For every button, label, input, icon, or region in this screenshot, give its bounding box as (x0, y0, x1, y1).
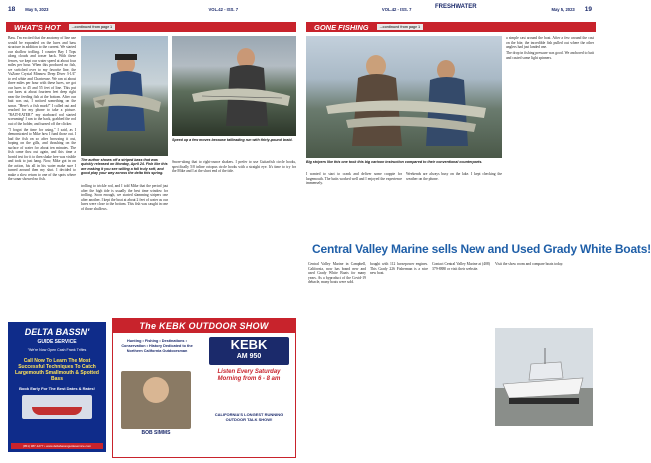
station-logo (209, 337, 289, 365)
article-text-2: The drop in fishing pressure was good. We anchored to bait and casted some light spinners. (506, 51, 594, 60)
ad-subtitle: "We're Now Open Cash Frank Trifles (27, 348, 87, 352)
article-text-4: Snore-along that to right-ounce shakers. I prefer to use Guitarfish circle hooks, specifically 5/0 inline octopus circle hooks with a straight eye. It's time to try for the Mike and I at the short end of the tide. (172, 160, 296, 173)
ad-offer: Call Now To Learn The Most Successful Techniques To Catch Largemouth Smallmouth & Spotted Bass (15, 358, 99, 382)
cvm-text-4: Visit the show room and compare boats today. (495, 262, 564, 266)
left-folio (8, 4, 238, 14)
cvm-column-4 (495, 262, 593, 322)
angler-photo (81, 36, 168, 156)
ad-tagline: GUIDE SERVICE (37, 339, 77, 345)
article-text-3: trolling to trickle rod, and I told Mike that the period just after the high tide is usually the best time window for trolling. Soon enough, we started slamming stripers one after another. I kept the boat at about 2 feet of water as our lures were close to the bottom. This fish was caught in one of those shallows. (81, 184, 168, 211)
delta-bassn-ad[interactable] (8, 322, 106, 452)
article-column-2 (306, 172, 402, 238)
article-text-2: "I forgot the time for using," I said, as I demonstrated to Mike how I fund those out. I had the fish on so after browsing it out, hoping on the gills, and thrashing on the surface of water for about ten minutes. The fish came thru out again, and this time a horrid test for it to then shake free was visible and took to just hang. Now, Mike got in on the action, his all in his water make sure I turned around then my shot. I decided to make a slow return to one of the spots where the sonar showed no fish. (8, 127, 76, 181)
article-column-3 (172, 160, 296, 314)
striper-photo (172, 36, 296, 136)
article-text: a simple cast around the boat. After a few around the cast on the bite, the incredible fish pulled out where the other anglers had just landed one. (506, 36, 594, 49)
cvm-text-1: Central Valley Marine in Campbell, California, now has brand new and used Grady White Boats for many years. As a byproduct of the Covid-19 debacle, many boats were sold. (308, 262, 366, 284)
article-column-1 (8, 36, 76, 316)
right-folio (382, 4, 592, 14)
cvm-column-1 (308, 262, 366, 456)
section-title: GONE FISHING (314, 22, 369, 32)
grady-white-boat-illustration (495, 328, 593, 426)
article-column-2 (81, 184, 168, 314)
grady-white-boat-photo (495, 328, 593, 426)
issue-date: May 5, 2023 (25, 6, 49, 12)
bass-boat-image (22, 395, 92, 419)
angler-photo-caption: The author shows off a striped bass that was quickly released on Monday, April 24. Fish like this are making it you see willing a fall truly soft, and good play your way across the delta this spring. (81, 158, 168, 175)
station-callsign: KEBK (230, 337, 268, 352)
host-name: BOB SIMMS (141, 430, 171, 436)
cvm-text-3: Contact Central Valley Marine at (408) 379-8880 or visit their website. (432, 262, 490, 271)
cvm-column-2 (370, 262, 428, 456)
article-text-3: I wanted to start to crank and deliver some crappie for largemouth. The baits worked well and I enjoyed the experience immensely. (306, 172, 402, 185)
article-text: Bass. I'm excited that the anatomy of line use would be expanded on the lures and bass structure in addition to the current. We started our shallow trolling. I counter Bay I Tops along clouds and tosser back. With these fences, we kept our water speed at about four miles per hour. When this produced no fish, we switched over to my favorite line, the VuZone Crystal Minnow Deep Diver 3-1/4" to red white and Chartreuse. We ran at about three miles per hour with these lures, we got our lures to 45 and 55 feet of line. This put our lures at about fourteen feet deep right near the feeding fish at the bottom. After our bait was out, I noticed something on the sonar. "Here's a fish mark!" I called out and reached for my phone to take a picture. "BAIT-EATER!" my starboard rod started screaming! I ran to the back, grabbed the rod out of the holder, and turned off the clicker. (8, 36, 76, 126)
article-text-4: Weekends are always busy on the lake. I kept checking the weather on the phone. (406, 172, 502, 181)
ad-contact[interactable]: (951) 387-1277 • www.deltabassnguideservice.com (11, 443, 103, 449)
cvm-column-3 (432, 262, 490, 456)
section-continued: ...continued from page 1 (69, 24, 115, 30)
article-column-1 (506, 36, 594, 236)
striper-photo-caption: Speed up a few moves because tailleading run with thirty-pound braid. (172, 138, 293, 142)
issue-date: May 5, 2023 (551, 6, 575, 12)
left-page (0, 0, 300, 463)
section-continued: ...continued from page 1 (377, 24, 423, 30)
article-column-3 (406, 172, 502, 238)
section-banner (306, 22, 596, 32)
section-name: FRESHWATER (435, 4, 477, 10)
angler-illustration (81, 36, 168, 156)
station-frequency: AM 950 (236, 353, 262, 360)
kebk-ad-topics: Hunting • Fishing • Destinations • Conservation • History Dedicated to the Northern California Outdoorsman (121, 339, 193, 353)
section-banner (6, 22, 296, 32)
kebk-outdoor-show-ad[interactable] (112, 318, 296, 458)
page-number: 18 (8, 5, 16, 13)
issue-volume: VOL.42 - ISS. 7 (381, 6, 412, 12)
ad-brand: DELTA BASSN' (24, 327, 90, 337)
host-photo (121, 371, 191, 429)
stripers-boat-photo (306, 36, 502, 158)
page-number: 19 (584, 5, 592, 13)
right-page (300, 0, 651, 463)
ad-book: Book Early For The Best Dates & Rates! (19, 386, 95, 391)
stripers-photo-caption: Big stripers like this one took this big cartoon instruction compared to their conventional counterparts. (306, 160, 483, 164)
issue-volume: VOL.42 - ISS. 7 (208, 6, 239, 12)
kebk-ad-slogan: CALIFORNIA'S LONGEST RUNNING OUTDOOR TALK SHOW! (214, 412, 284, 422)
kebk-ad-title: The KEBK OUTDOOR SHOW (113, 319, 295, 333)
cvm-headline: Central Valley Marine sells New and Used Grady White Boats! (312, 242, 651, 256)
stripers-illustration (306, 36, 502, 158)
section-title: WHAT'S HOT (14, 22, 61, 32)
striper-illustration (172, 36, 296, 136)
cvm-text-2: bought with 112 horsepower engines. This Grady 226 Fisherman is a nice new boat. (370, 262, 428, 275)
listen-schedule: Listen Every Saturday Morning from 6 - 8 am (217, 369, 281, 382)
